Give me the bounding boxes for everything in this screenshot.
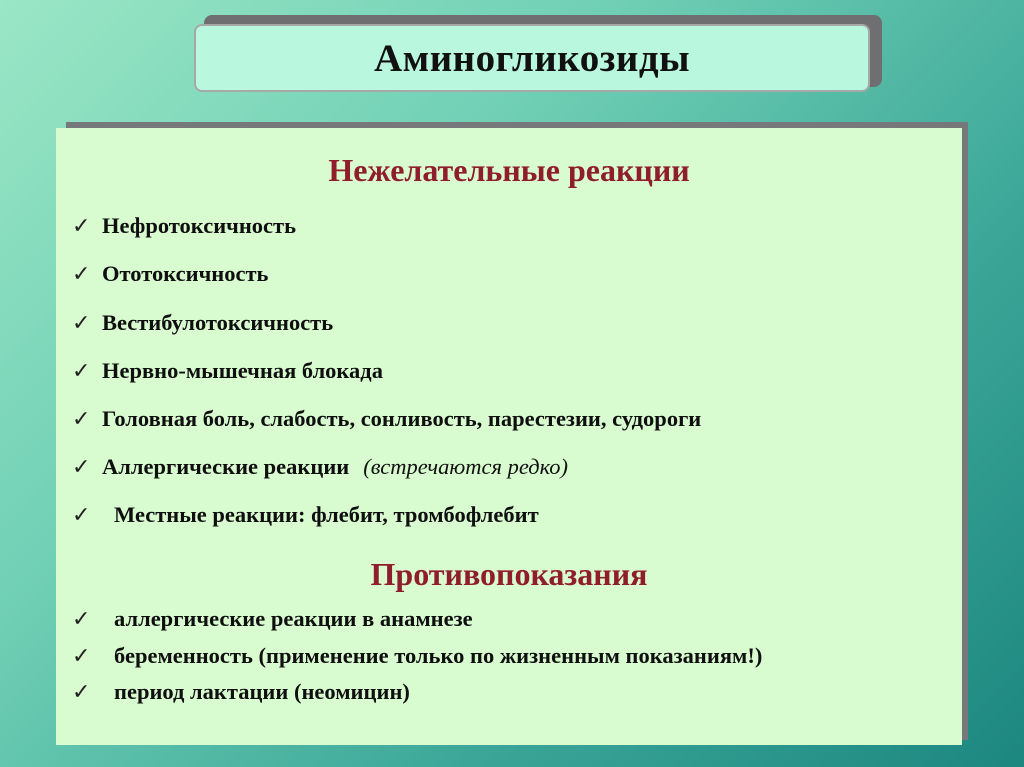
check-icon: ✓: [72, 214, 91, 239]
title-box: [194, 24, 870, 92]
list-item-text: Аллергические реакции: [102, 454, 350, 479]
list-item-note: (встречаются редко): [363, 454, 569, 479]
check-icon: ✓: [72, 262, 91, 287]
check-icon: ✓: [72, 407, 91, 432]
list-item: [72, 406, 701, 432]
list-item-text: Ототоксичность: [102, 261, 269, 286]
adverse-heading: Нежелательные реакции: [328, 152, 690, 188]
check-icon: ✓: [72, 644, 91, 669]
list-item: [72, 310, 333, 336]
slide-title: Аминогликозиды: [373, 36, 691, 80]
list-item-text: Местные реакции: флебит, тромбофлебит: [114, 502, 539, 527]
check-icon: ✓: [72, 607, 91, 632]
list-item-text: аллергические реакции в анамнезе: [114, 606, 473, 631]
list-item: [72, 643, 762, 669]
list-item: [72, 213, 296, 239]
list-item: [72, 679, 410, 705]
check-icon: ✓: [72, 680, 91, 705]
check-icon: ✓: [72, 455, 91, 480]
list-item-text: беременность (применение только по жизненным показаниям!): [114, 643, 763, 668]
list-item-text: период лактации (неомицин): [114, 679, 410, 704]
list-item: [72, 358, 383, 384]
list-item: [72, 502, 539, 528]
contra-heading: Противопоказания: [370, 556, 648, 592]
check-icon: ✓: [72, 359, 91, 384]
list-item-text: Вестибулотоксичность: [102, 310, 334, 335]
content-panel: [56, 128, 962, 745]
list-item-text: Нервно-мышечная блокада: [102, 358, 383, 383]
list-item-text: Нефротоксичность: [102, 213, 296, 238]
list-item: [72, 606, 473, 632]
check-icon: ✓: [72, 503, 91, 528]
list-item: [72, 261, 268, 287]
check-icon: ✓: [72, 311, 91, 336]
list-item: [72, 454, 568, 480]
list-item-text: Головная боль, слабость, сонливость, парестезии, судороги: [102, 406, 702, 431]
